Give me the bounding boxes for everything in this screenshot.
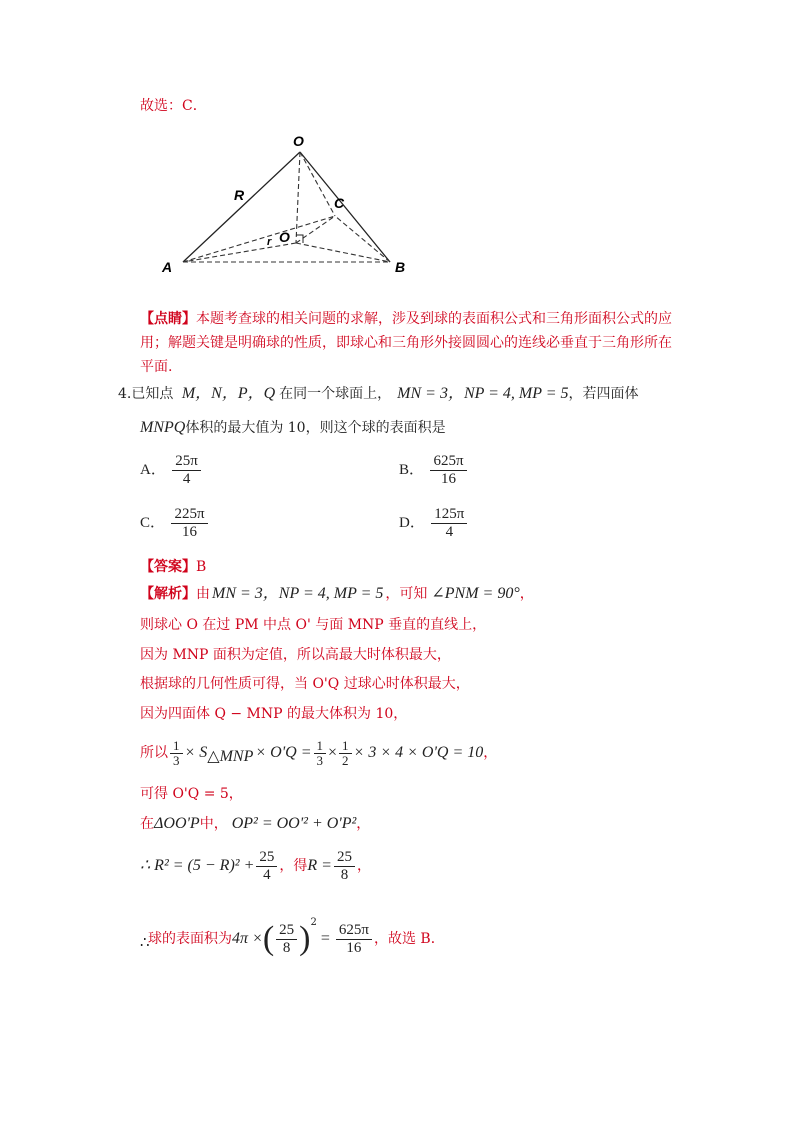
comment-line-1 [140,309,672,329]
label-r: r [267,236,272,248]
option-a[interactable] [140,452,203,488]
comment-tag: 【点睛】 [140,311,196,327]
analysis-l9-d: ， [356,858,371,874]
analysis-l6-b: × S [184,744,208,761]
fraction-one-third-a: $\frac{1}{3}$ [170,739,183,768]
option-a-den: 4 [182,470,191,487]
analysis-l9-r-num: 25 [334,849,355,867]
analysis-l9-r-den: 8 [340,866,349,883]
question-tetra: MNPQ [140,419,186,436]
question-text-a: 已知点 [131,386,174,402]
question-condition: MN = 3，NP = 4, MP = 5 [397,385,569,402]
analysis-l10-in-num: 25 [276,922,297,940]
fraction-one-half: $\frac{1}{2}$ [339,739,352,768]
comment-line-3: 平面. [140,359,173,375]
edge-OC [300,152,335,216]
option-a-num: 25π [172,453,201,471]
answer-value: B [196,559,207,575]
label-A: A [162,259,173,275]
analysis-line-2: 则球心 O 在过 PM 中点 O' 与面 MNP 垂直的直线上， [140,617,487,633]
label-O1: O [279,229,290,245]
question-points: M，N，P，Q [181,385,276,402]
question-line-1 [118,384,639,404]
option-b-value [430,453,466,488]
analysis-l9-a: ∴ R² = (5 − R)² + [140,857,255,874]
analysis-l1-c: ， [519,586,534,602]
analysis-l6-f: ， [483,745,498,761]
option-d-value [431,506,467,541]
segment-O1C [296,216,335,243]
analysis-l1-b: ，可知 [385,586,428,602]
option-d-label: D． [399,515,425,531]
analysis-l10-a: 球的表面积为 [148,931,232,947]
answer-tag: 【答案】 [140,559,196,575]
analysis-l8-c: 中， [199,816,228,832]
tetrahedron-figure [150,128,430,278]
analysis-line-9 [140,846,371,886]
option-c-label: C． [140,515,166,531]
question-text-b: 在同一个球面上， [279,386,392,402]
analysis-l8-d: OP² = OO'² + O'P² [231,815,357,832]
analysis-line-5: 因为四面体 Q − MNP 的最大体积为 10， [140,706,408,722]
analysis-l6-c: × O'Q = [255,744,312,761]
analysis-l9-frac-num: 25 [256,849,277,867]
analysis-l6-d: × [328,744,338,761]
analysis-l10-res-den: 16 [346,939,362,956]
option-c[interactable] [140,505,210,541]
analysis-l1-math: MN = 3，NP = 4, MP = 5 [212,585,384,602]
left-paren: ( [262,920,275,957]
option-b-den: 16 [441,470,456,487]
comment-text-1: 本题考查球的相关问题的求解，涉及到球的表面积公式和三角形面积公式的应 [196,311,672,327]
analysis-l9-c: R = [307,857,332,874]
analysis-l10-in-den: 8 [282,939,291,956]
edge-OA [183,152,300,262]
analysis-line-4: 根据球的几何性质可得，当 O'Q 过球心时体积最大， [140,676,470,692]
analysis-l10-b: 4π × [232,930,263,947]
option-b-label: B． [399,462,425,478]
analysis-l9-frac-den: 4 [263,866,271,883]
analysis-line-3: 因为 MNP 面积为定值，所以高最大时体积最大， [140,647,451,663]
previous-answer-line: 故选：C． [140,98,207,114]
analysis-l10-exp: 2 [310,917,317,928]
analysis-l6-e: × 3 × 4 × O'Q = 10 [353,744,484,761]
segment-OO1 [296,152,300,243]
fraction-one-third-b: $\frac{1}{3}$ [314,739,327,768]
analysis-l8-e: ， [356,816,371,832]
edge-BC [335,216,390,262]
question-number: 4. [118,386,132,402]
analysis-l10-result-frac [336,922,372,957]
therefore-symbol: ∴ [140,933,150,951]
option-a-value [172,453,201,488]
option-c-num: 225π [171,506,207,524]
question-line-2 [140,418,446,438]
right-paren: ) [299,920,311,957]
analysis-l1-angle: ∠PNM = 90° [431,585,520,602]
label-B: B [395,259,406,275]
comment-line-2: 用；解题关键是明确球的性质，即球心和三角形外接圆圆心的连线必垂直于三角形所在 [140,335,672,351]
option-b[interactable] [399,452,469,488]
label-R: R [234,187,245,203]
analysis-l9-r-frac [334,849,355,884]
option-b-num: 625π [430,453,466,471]
analysis-line-8 [140,814,370,834]
option-c-value [171,506,207,541]
analysis-l10-c: = [320,930,330,947]
analysis-line-1 [140,584,534,604]
analysis-l9-frac [256,849,277,884]
analysis-l10-d: ，故选 B． [373,931,445,947]
analysis-l10-inner-frac [276,922,297,957]
edge-AC [183,216,335,262]
analysis-tag: 【解析】 [140,586,196,602]
question-text-d: 体积的最大值为 10，则这个球的表面积是 [185,420,446,436]
analysis-line-6 [140,735,497,775]
label-O: O [293,133,304,149]
analysis-l6-a: 所以 [140,745,168,761]
answer-line [140,557,206,577]
analysis-l8-a: 在 [140,816,154,832]
edge-OB [300,152,390,262]
question-text-c: ，若四面体 [568,386,639,402]
analysis-l6-sub: △MNP [207,747,254,765]
option-d-num: 125π [431,506,467,524]
option-d-den: 4 [445,523,454,540]
option-a-label: A． [140,462,166,478]
option-c-den: 16 [182,523,197,540]
analysis-line-10 [148,900,445,962]
analysis-l10-res-num: 625π [336,922,372,940]
segment-O1B [296,243,390,262]
label-C: C [334,195,345,211]
option-d[interactable] [399,505,469,541]
analysis-line-7: 可得 O'Q = 5， [140,786,243,802]
analysis-l8-b: ΔOO'P [154,815,200,832]
analysis-l1-a: 由 [196,586,210,602]
analysis-l9-b: ，得 [279,858,308,874]
